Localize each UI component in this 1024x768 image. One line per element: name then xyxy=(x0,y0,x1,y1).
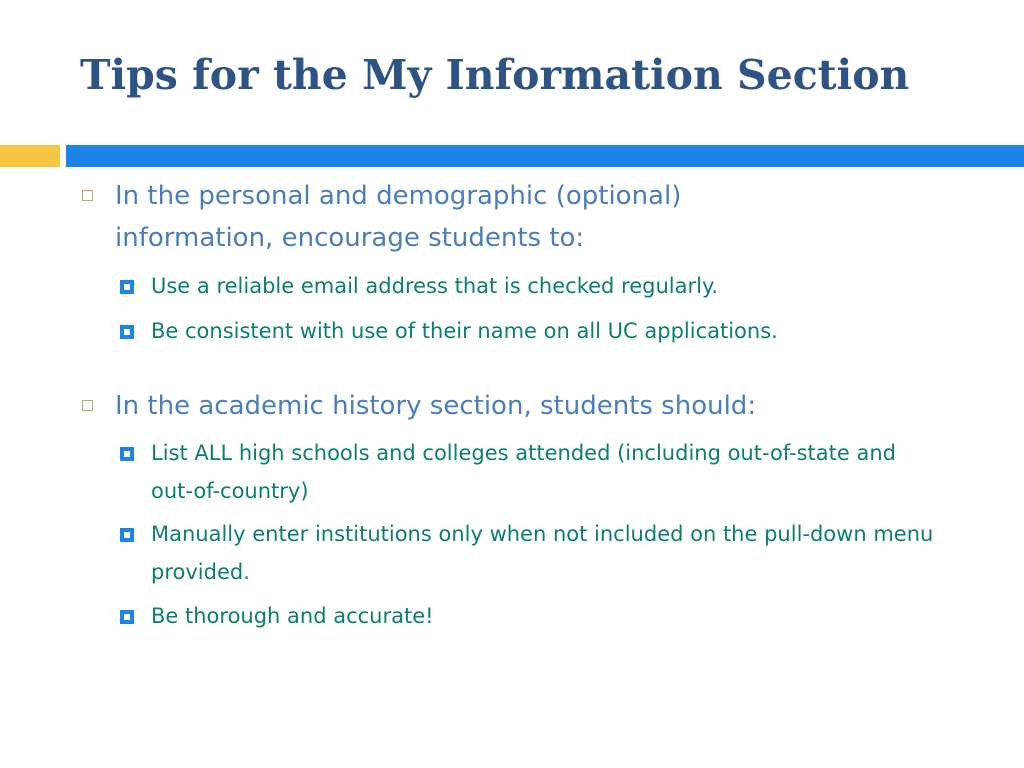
square-bullet-icon xyxy=(120,610,134,624)
list-item: Be consistent with use of their name on all UC applications. xyxy=(151,319,778,343)
square-bullet-icon xyxy=(120,325,134,339)
list-item: Be thorough and accurate! xyxy=(151,604,434,628)
section-heading: In the personal and demographic (optional) information, encourage students to: xyxy=(115,181,682,253)
slide-title: Tips for the My Information Section xyxy=(80,51,910,99)
hollow-square-bullet-icon xyxy=(82,400,93,411)
list-item: Use a reliable email address that is checked regularly. xyxy=(151,274,719,298)
square-bullet-icon xyxy=(120,280,134,294)
section-heading: In the academic history section, students should: xyxy=(115,391,757,421)
hollow-square-bullet-icon xyxy=(82,190,93,201)
square-bullet-icon xyxy=(120,447,134,461)
square-bullet-icon xyxy=(120,528,134,542)
list-item: Manually enter institutions only when not included on the pull-down menu provided. xyxy=(151,522,934,584)
list-item: List ALL high schools and colleges attended (including out-of-state and out-of-country) xyxy=(151,441,896,503)
